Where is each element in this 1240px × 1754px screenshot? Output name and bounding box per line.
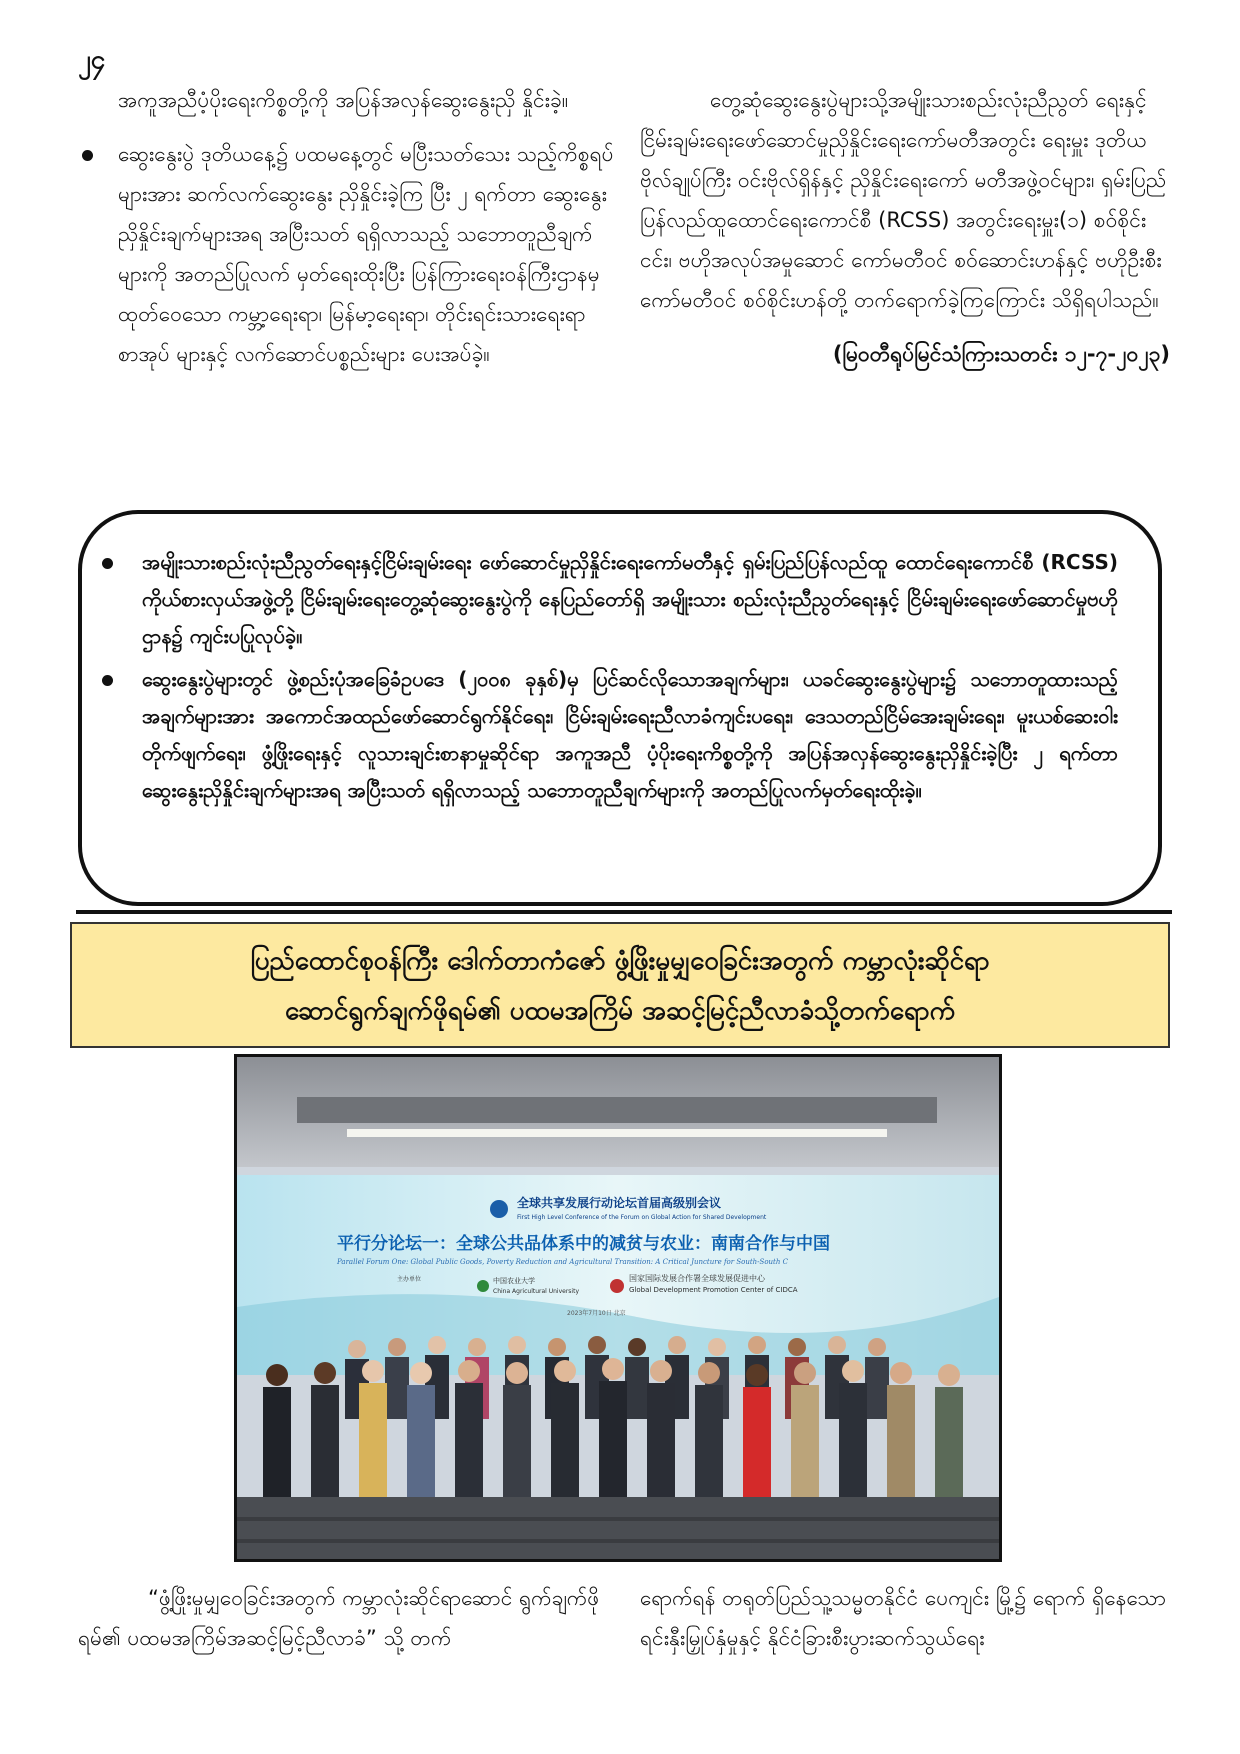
bottom-left-text: “ဖွံ့ဖြိုးမှုမျှဝေခြင်းအတွက် ကမ္ဘာလုံးဆိုင်ရာဆောင် ရွက်ချက်ဖိုရမ်၏ ပထမအကြိမ်အဆင့်မြင့်ညီလာခံ” သို့ တက် (78, 1586, 600, 1650)
summary-bullet-2-text: ဆွေးနွေးပွဲများတွင် ဖွဲ့စည်းပုံအခြေခံဥပဒေ (၂၀၀၈ ခုနှစ်)မှ ပြင်ဆင်လိုသောအချက်များ၊ ယခင်ဆွေးနွေးပွဲများ၌ သဘောတူထားသည့်အချက်များအား အကောင်အထည်ဖော်ဆောင်ရွက်နိုင်ရေး၊ ငြိမ်းချမ်းရေးညီလာခံကျင်းပရေး၊ ဒေသတည်ငြိမ်အေးချမ်းရေး၊ မူးယစ်ဆေးဝါးတိုက်ဖျက်ရေး၊ ဖွံ့ဖြိုးရေးနှင့် လူသားချင်းစာနာမှုဆိုင်ရာ အကူအညီ ပံ့ပိုးရေးကိစ္စတို့ကို အပြန်အလှန်ဆွေးနွေးညှိနှိုင်းခဲ့ပြီး ၂ ရက်တာ ဆွေးနွေးညှိနှိုင်းချက်များအရ အပြီးသတ် ရရှိလာသည့် သဘောတူညီချက်များကို အတည်ပြုလက်မှတ်ရေးထိုးခဲ့။ (142, 667, 1118, 802)
stage-step-edge (237, 1539, 999, 1543)
banner-top: 全球共享发展行动论坛首届高级别会议 (517, 1196, 722, 1210)
banner-main-en: Parallel Forum One: Global Public Goods, Poverty Reduction and Agricultural Transition: A Critical Juncture for South-South C (337, 1258, 788, 1266)
org2-cn: 国家国际发展合作署全球发展促进中心 (629, 1274, 765, 1283)
left-bullet-1 (118, 134, 618, 374)
conference-photo-scene (237, 1057, 999, 1559)
left-para-1: အကူအညီပံ့ပိုးရေးကိစ္စတို့ကို အပြန်အလှန်ဆွေးနွေးညှိ နှိုင်းခဲ့။ (118, 88, 569, 112)
conference-photo (234, 1054, 1002, 1562)
forum-logo-icon (490, 1200, 508, 1218)
article-headline (70, 922, 1170, 1048)
bullet-icon (102, 558, 113, 569)
event-date: 2023年7月10日 北京 (567, 1310, 626, 1317)
news-source: (မြဝတီရုပ်မြင်သံကြားသတင်း ၁၂-၇-၂၀၂၃) (832, 342, 1170, 366)
bullet-icon (102, 675, 113, 686)
banner-top-en: First High Level Conference of the Forum on Global Action for Shared Development (517, 1214, 767, 1221)
left-column (118, 80, 618, 374)
divider-rule (76, 910, 1172, 914)
summary-bullet-2 (142, 661, 1118, 809)
summary-bullet-1-text: အမျိုးသားစည်းလုံးညီညွတ်ရေးနှင့်ငြိမ်းချမ်းရေး ဖော်ဆောင်မှုညှိနှိုင်းရေးကော်မတီနှင့် ရှမ်းပြည်ပြန်လည်ထူ ထောင်ရေးကောင်စီ (RCSS) ကိုယ်စားလှယ်အဖွဲ့တို့ ငြိမ်းချမ်းရေးတွေ့ဆုံဆွေးနွေးပွဲကို နေပြည်တော်ရှိ အမျိုးသား စည်းလုံးညီညွတ်ရေးနှင့် ငြိမ်းချမ်းရေးဖော်ဆောင်မှုဗဟိုဌာန၌ ကျင်းပပြုလုပ်ခဲ့။ (142, 550, 1118, 648)
organizer-label: 主办单位 (397, 1276, 422, 1283)
cidca-logo-icon (610, 1279, 624, 1293)
org1-cn: 中国农业大学 (493, 1277, 535, 1285)
headline-line-2: ဆောင်ရွက်ချက်ဖိုရမ်၏ ပထမအကြိမ် အဆင့်မြင့်ညီလာခံသို့တက်ရောက် (284, 996, 956, 1026)
bottom-left-column (78, 1578, 612, 1658)
org2-en: Global Development Promotion Center of CIDCA (629, 1286, 798, 1294)
stage-step-edge (237, 1517, 999, 1521)
right-para-1: တွေ့ဆုံဆွေးနွေးပွဲများသို့အမျိုးသားစည်းလုံးညီညွတ် ရေးနှင့် ငြိမ်းချမ်းရေးဖော်ဆောင်မှုညှိနှိုင်းရေးကော်မတီအတွင်း ရေးမှူး ဒုတိယဗိုလ်ချုပ်ကြီး ဝင်းဗိုလ်ရှိန်နှင့် ညှိနှိုင်းရေးကော် မတီအဖွဲ့ဝင်များ၊ ရှမ်းပြည်ပြန်လည်ထူထောင်ရေးကောင်စီ (RCSS) အတွင်းရေးမှူး(၁) စဝ်စိုင်းငင်း၊ ဗဟိုအလုပ်အမှုဆောင် ကော်မတီဝင် စဝ်ဆောင်းဟန်နှင့် ဗဟိုဦးစီးကော်မတီဝင် စဝ်စိုင်းဟန်တို့ တက်ရောက်ခဲ့ကြကြောင်း သိရှိရပါသည်။ (640, 88, 1167, 312)
front-row-delegates (263, 1358, 963, 1497)
left-bullet-1-text: ဆွေးနွေးပွဲ ဒုတိယနေ့၌ ပထမနေ့တွင် မပြီးသတ်သေး သည့်ကိစ္စရပ်များအား ဆက်လက်ဆွေးနွေး ညှိနှိုင်းခဲ့ကြ ပြီး ၂ ရက်တာ ဆွေးနွေးညှိနှိုင်းချက်များအရ အပြီးသတ် ရရှိလာသည့် သဘောတူညီချက်များကို အတည်ပြုလက် မှတ်ရေးထိုးပြီး ပြန်ကြားရေးဝန်ကြီးဌာနမှ ထုတ်ဝေသော ကမ္ဘာ့ရေးရာ၊ မြန်မာ့ရေးရာ၊ တိုင်းရင်းသားရေးရာ စာအုပ် များနှင့် လက်ဆောင်ပစ္စည်းများ ပေးအပ်ခဲ့။ (118, 142, 614, 366)
page-number: ၂၄ (78, 45, 106, 75)
headline-line-1: ပြည်ထောင်စုဝန်ကြီး ဒေါက်တာကံဇော် ဖွံ့ဖြိုးမှုမျှဝေခြင်းအတွက် ကမ္ဘာလုံးဆိုင်ရာ (250, 946, 990, 976)
ceiling-light (347, 1129, 887, 1137)
ceiling-panel (297, 1097, 937, 1123)
cau-logo-icon (477, 1280, 489, 1292)
summary-bullet-1 (142, 544, 1118, 655)
right-column (640, 80, 1170, 374)
bullet-icon (82, 150, 93, 161)
stage-steps (237, 1497, 999, 1559)
org1-en: China Agricultural University (493, 1288, 580, 1295)
banner-main: 平行分论坛一：全球公共品体系中的减贫与农业：南南合作与中国 (337, 1234, 830, 1254)
summary-box (78, 510, 1162, 906)
bottom-right-text: ရောက်ရန် တရုတ်ပြည်သူ့သမ္မတနိုင်ငံ ပေကျင်း မြို့၌ ရောက် ရှိနေသော ရင်းနှီးမြှုပ်နှံမှုနှင့် နိုင်ငံခြားစီးပွားဆက်သွယ်ရေး (640, 1586, 1167, 1650)
bottom-right-column (640, 1578, 1170, 1658)
